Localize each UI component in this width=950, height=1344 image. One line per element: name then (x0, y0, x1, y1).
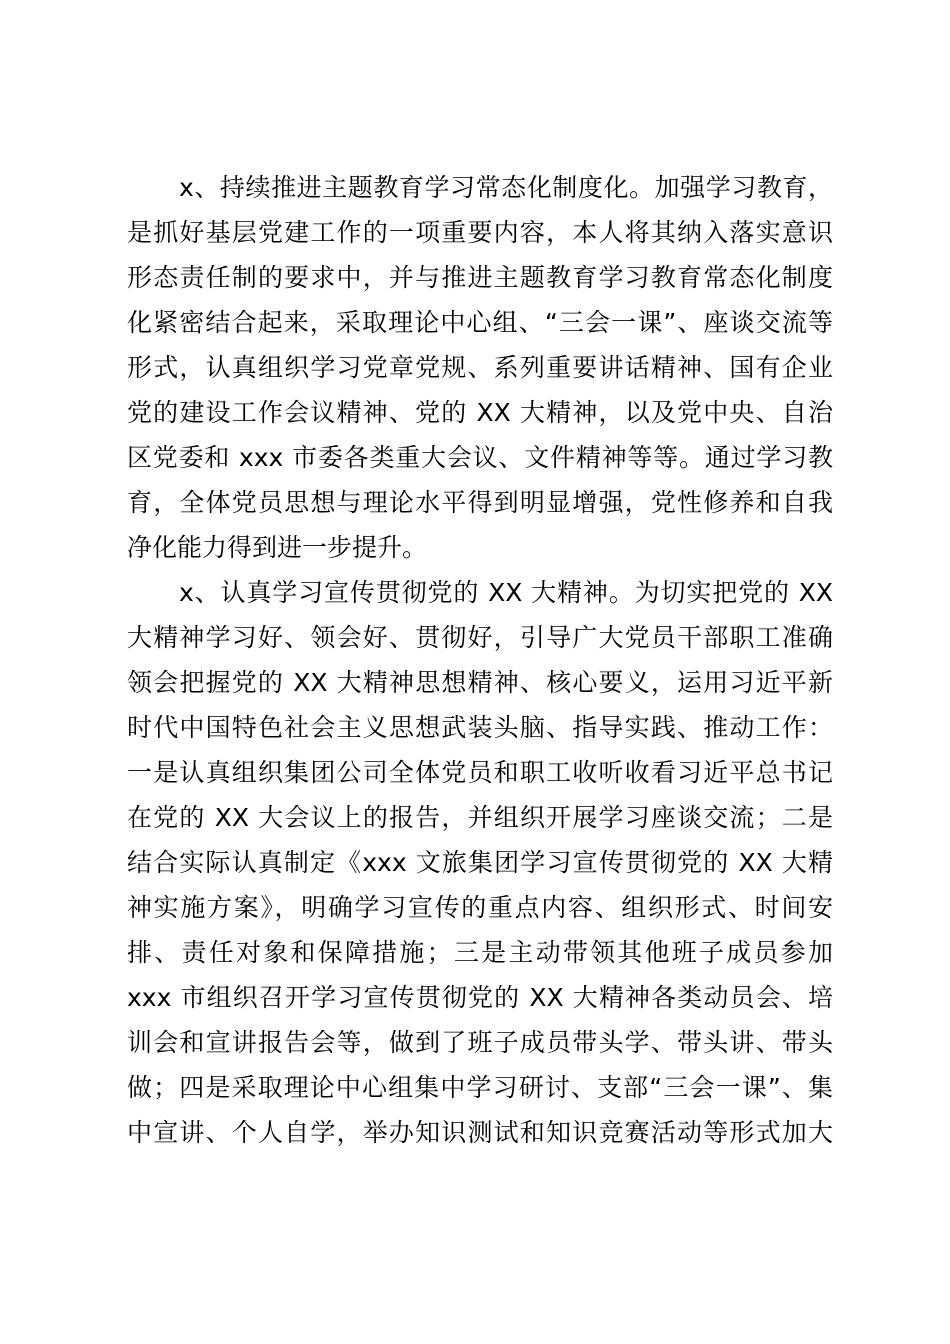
paragraph-1 (127, 165, 833, 570)
paragraph-line: 育，全体党员思想与理论水平得到明显增强，党性修养和自我 (127, 488, 833, 517)
paragraph-line: 排、责任对象和保障措施；三是主动带领其他班子成员参加 (127, 938, 833, 967)
paragraph-line: x、认真学习宣传贯彻党的 XX 大精神。为切实把党的 XX (179, 578, 833, 607)
paragraph-line: 净化能力得到进一步提升。 (127, 533, 428, 562)
paragraph-line: 化紧密结合起来，采取理论中心组、“三会一课”、座谈交流等 (127, 308, 833, 337)
paragraph-line: 党的建设工作会议精神、党的 XX 大精神，以及党中央、自治 (127, 398, 833, 427)
paragraph-line: 领会把握党的 XX 大精神思想精神、核心要义，运用习近平新 (127, 668, 833, 697)
paragraph-line: 中宣讲、个人自学，举办知识测试和知识竞赛活动等形式加大 (127, 1118, 833, 1147)
paragraph-line: 训会和宣讲报告会等，做到了班子成员带头学、带头讲、带头 (127, 1028, 833, 1057)
paragraph-line: 大精神学习好、领会好、贯彻好，引导广大党员干部职工准确 (127, 623, 833, 652)
paragraph-line: xxx 市组织召开学习宣传贯彻党的 XX 大精神各类动员会、培 (127, 983, 833, 1012)
paragraph-2 (127, 570, 833, 1155)
paragraph-line: 一是认真组织集团公司全体党员和职工收听收看习近平总书记 (127, 758, 833, 787)
paragraph-line: 结合实际认真制定《xxx 文旅集团学习宣传贯彻党的 XX 大精 (127, 848, 833, 877)
paragraph-line: 形式，认真组织学习党章党规、系列重要讲话精神、国有企业 (127, 353, 833, 382)
paragraph-line: 形态责任制的要求中，并与推进主题教育学习教育常态化制度 (127, 263, 833, 292)
paragraph-line: 做；四是采取理论中心组集中学习研讨、支部“三会一课”、集 (127, 1073, 833, 1102)
paragraph-line: 区党委和 xxx 市委各类重大会议、文件精神等等。通过学习教 (127, 443, 833, 472)
paragraph-line: 神实施方案》，明确学习宣传的重点内容、组织形式、时间安 (127, 893, 833, 922)
paragraph-line: x、持续推进主题教育学习常态化制度化。加强学习教育， (179, 173, 833, 202)
paragraph-line: 在党的 XX 大会议上的报告，并组织开展学习座谈交流；二是 (127, 803, 833, 832)
document-body (127, 165, 833, 1155)
paragraph-line: 是抓好基层党建工作的一项重要内容，本人将其纳入落实意识 (127, 218, 833, 247)
paragraph-line: 时代中国特色社会主义思想武装头脑、指导实践、推动工作： (127, 713, 833, 742)
